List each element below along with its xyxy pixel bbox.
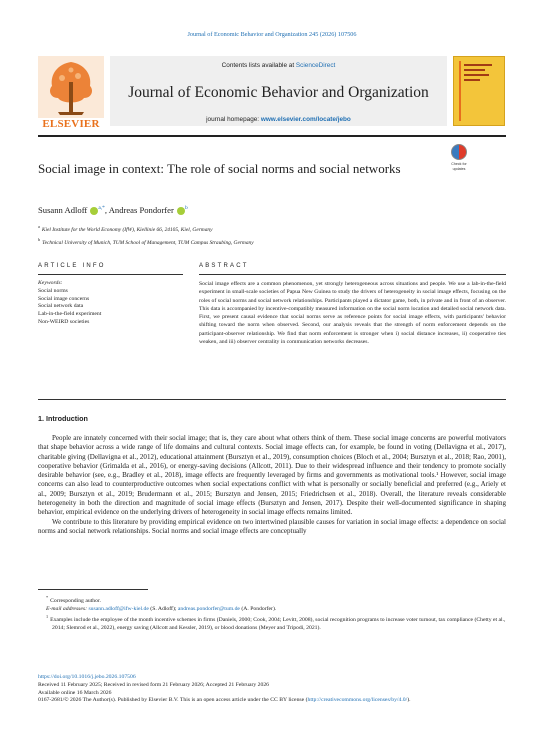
author-name[interactable]: Andreas Pondorfer (108, 205, 174, 215)
author-list: Susann Adloff $^{a,*}$, Andreas Pondorfer $^b$ (38, 205, 188, 215)
crossmark-badge[interactable] (447, 144, 471, 174)
sciencedirect-link[interactable]: ScienceDirect (295, 62, 336, 69)
footnote-corresponding: *Corresponding author. (46, 595, 101, 604)
article-info-rule (38, 274, 183, 275)
affiliation-item: $^a$Kiel Institute for the World Economy (IfW), Kiellinie 66, 24105, Kiel, Germany (38, 224, 213, 233)
masthead-rule (38, 135, 506, 137)
footnote-emails: E-mail addresses: susann.adloff@ifw-kiel.de (S. Adloff); andreas.pondorfer@tum.de (A. Pondorfer). (46, 605, 277, 612)
paper-title: Social image in context: The role of social norms and social networks (38, 161, 401, 176)
journal-title: Journal of Economic Behavior and Organization (128, 84, 429, 101)
contents-line: Contents lists available at ScienceDirect (221, 62, 336, 69)
crossmark-icon (451, 144, 467, 160)
abstract-text: Social image effects are a common phenomenon, yet strongly heterogeneous across situations and people. We use a lab-in-the-field experiment in small-scale societies of Papua New Guinea to study the drivers of heterogeneity in social image effects, focusing on the roles of social norms and social network relationships. Participants played a dictator game, both, in private and in front of an observer. This data is accompanied by incentive-compatibly measured information on the social norm location and detailed social network data. First, we present causal evidence that social norms serve as reference points for social image effects, with participants' behavior shifting toward the norm when observed. Second, our analysis reveals that the strength of norm enforcement depends on the participant-observer relationship. We find that norm enforcement is stronger when i) social distance increases, ii) cooperative ties weaken, and iii) observer centrality in communication networks decreases. (199, 281, 506, 346)
paragraph: We contribute to this literature by providing empirical evidence on two intertwined plausible causes for variation in social image effects: a dependence on social norms and social network relationships. Social norms and social image effects are conceptually (38, 517, 506, 535)
elsevier-tree-icon (38, 56, 104, 118)
license-text: 0167-2681/© 2026 The Author(s). Published by Elsevier B.V. This is an open access article under the CC BY license (http://creativecommons.org/licenses/by/4.0/). (38, 697, 411, 704)
online-date: Available online 16 March 2026 (38, 689, 112, 696)
abstract-rule (199, 274, 506, 275)
crossmark-label: Check for updates (451, 162, 467, 171)
journal-cover-thumbnail[interactable] (453, 56, 505, 126)
elsevier-wordmark: ELSEVIER (42, 118, 100, 130)
cover-graphic (459, 61, 499, 121)
footnote-1: $^1$Examples include the employee of the month incentive schemes in firms (Daniels, 2000; Cook, 2004; Levitt, 2008), social recognition programs to increase voter turnout, tax compliance (Chetty et al., 2014; Slemrod et al., 2022), energy saving (Allcott and Kessler, 2019), or blood donations (Meyer and Tripodi, 2021). (46, 614, 506, 632)
homepage-line: journal homepage: www.elsevier.com/locate/jebo (206, 116, 351, 123)
masthead (38, 50, 506, 130)
journal-homepage-link[interactable]: www.elsevier.com/locate/jebo (260, 116, 351, 123)
footnotes (38, 594, 506, 633)
keyword-item: Lab-in-the-field experiment (38, 311, 102, 318)
keyword-item: Non-WEIRD societies (38, 318, 90, 325)
author-name[interactable]: Susann Adloff (38, 205, 88, 215)
keyword-item: Social network data (38, 303, 84, 310)
article-metadata (38, 674, 506, 705)
footnote-rule (38, 589, 148, 590)
introduction-heading: 1. Introduction (38, 414, 88, 423)
keywords-block (38, 280, 178, 327)
affiliations (38, 222, 254, 248)
author-affiliation-marks[interactable]: b (185, 205, 188, 212)
doi-link[interactable]: https://doi.org/10.1016/j.jebo.2026.107506 (38, 674, 136, 680)
abstract-bottom-rule (38, 399, 506, 400)
orcid-icon[interactable] (177, 207, 185, 215)
received-dates: Received 11 February 2025; Received in revised form 21 February 2026; Accepted 21 February 2026 (38, 681, 270, 688)
email-link[interactable]: andreas.pondorfer@tum.de (177, 605, 240, 612)
introduction-body (38, 434, 506, 536)
paragraph: People are innately concerned with their social image; that is, they care about what others think of them. These social image concerns are powerful motivators that shape behavior across a wide range of life domains and cultural contexts. Social image effects can, for example, be found in voting (Dellavigna et al., 2017), charitable giving (Dellavigna et al., 2012), educational attainment (Bursztyn et al., 2019), consumption choices (Bloch et al., 2004; Bursztyn et al., 2018; Rao, 2001), cooperative behavior (Grimalda et al., 2016), or energy-saving decisions (Allcott, 2011). Due to their widespread influence and their tendency to promote socially desirable behavior (see, e.g., Bradley et al., 2018), image effects are frequently leveraged by firms and governments as motivational tools.¹ However, social image concerns can also lead to counterproductive outcomes when social expectations conflict with what is personally or socially beneficial and preferred (e.g., Ariely et al., 2009; Bursztyn et al., 2019; Brudermann et al., 2015; Bursztyn and Jensen, 2015; Friedrichsen et al., 2018). Overall, the literature reveals considerable heterogeneity in both the direction and magnitude of social image effects (Bursztyn and Jensen, 2017). Despite their well-documented significance in shaping behavior, empirical evidence on the underlying drivers of heterogeneity in social image effects remains limited. (38, 434, 506, 517)
keyword-item: Social norms (38, 287, 68, 294)
license-link[interactable]: http://creativecommons.org/licenses/by/4.0/ (307, 697, 408, 704)
journal-banner (110, 56, 447, 126)
affiliation-item: $^b$Technical University of Munich, TUM School of Management, TUM Campus Straubing, Germany (38, 236, 254, 246)
abstract-heading: ABSTRACT (199, 263, 249, 269)
keywords-label: Keywords: (38, 280, 63, 286)
elsevier-logo[interactable] (38, 56, 104, 130)
article-info-heading: ARTICLE INFO (38, 263, 106, 269)
author-affiliation-marks[interactable]: a,* (98, 205, 105, 212)
journal-citation[interactable]: Journal of Economic Behavior and Organization 245 (2026) 107506 (187, 31, 357, 38)
email-link[interactable]: susann.adloff@ifw-kiel.de (88, 605, 149, 612)
keyword-item: Social image concerns (38, 295, 90, 302)
